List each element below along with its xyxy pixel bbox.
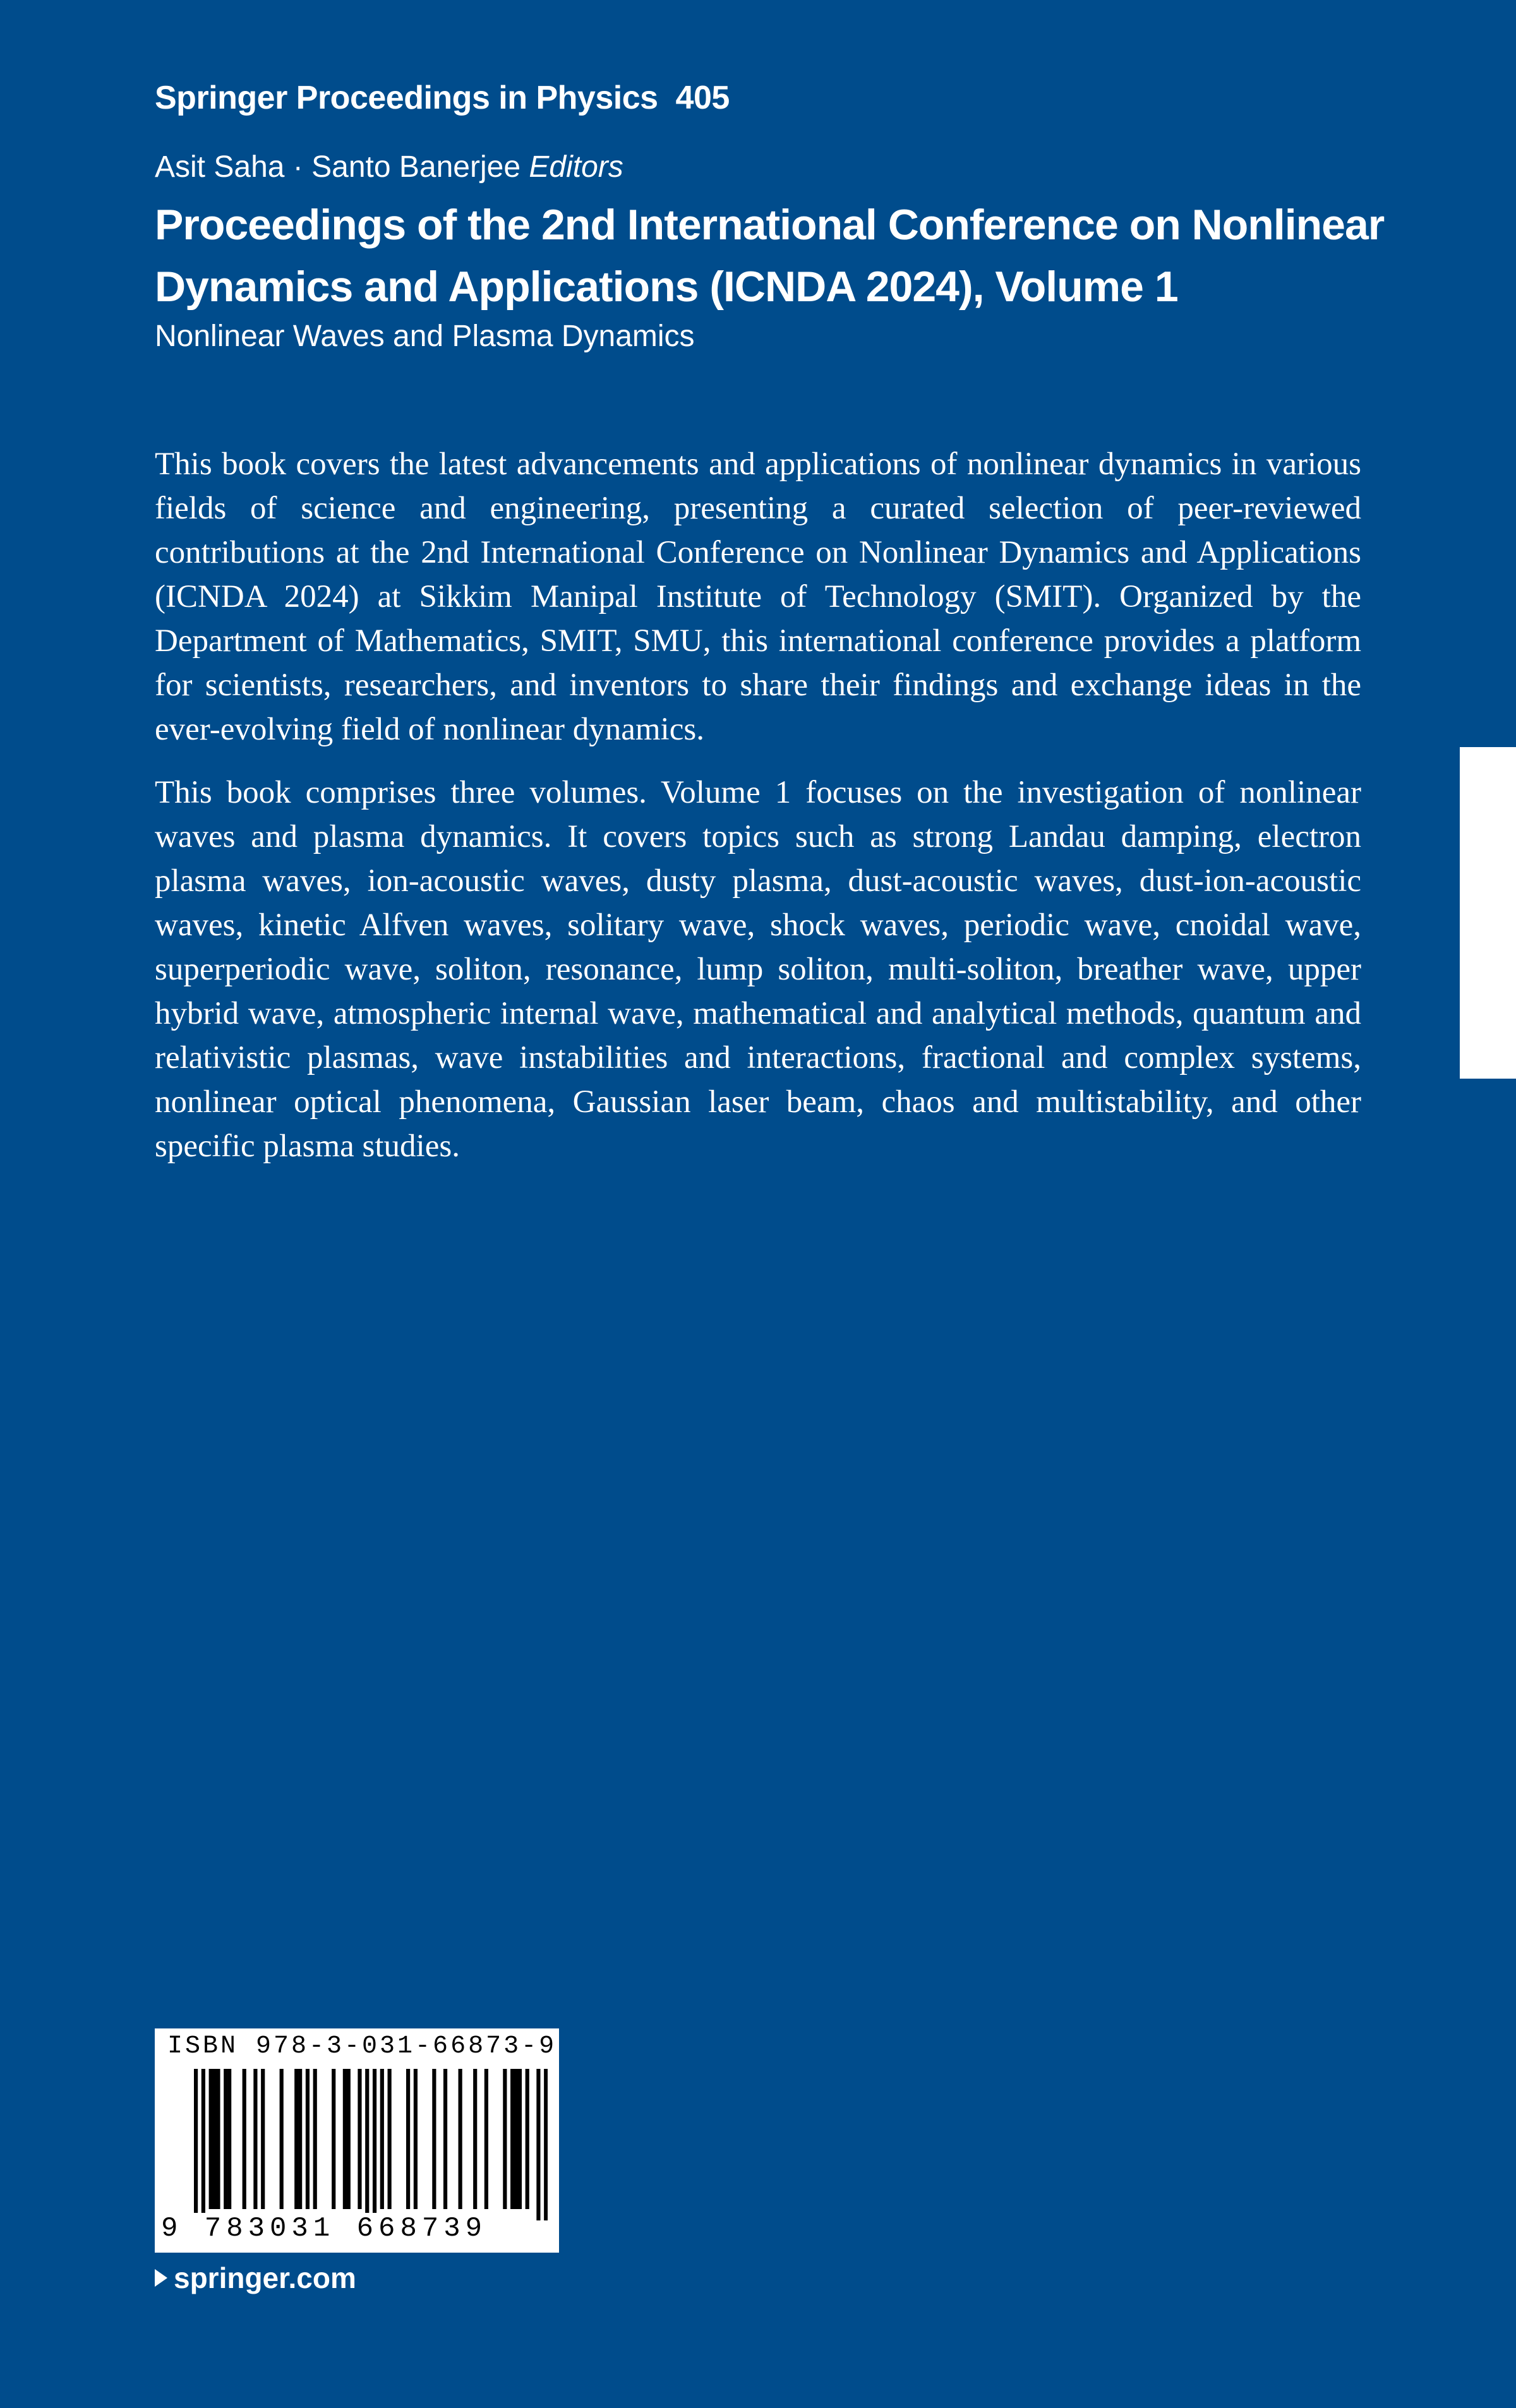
barcode-bar bbox=[306, 2069, 310, 2209]
editors-role: Editors bbox=[529, 150, 623, 184]
editor-names: Asit Saha · Santo Banerjee bbox=[155, 150, 521, 184]
barcode-bar bbox=[432, 2069, 436, 2209]
barcode-bar bbox=[343, 2069, 347, 2209]
barcode-bar bbox=[503, 2069, 507, 2209]
book-subtitle: Nonlinear Waves and Plasma Dynamics bbox=[155, 320, 695, 353]
barcode-bar bbox=[459, 2069, 462, 2209]
barcode-bar bbox=[388, 2069, 392, 2209]
barcode-bar bbox=[194, 2069, 198, 2220]
barcode-bar bbox=[406, 2069, 410, 2209]
barcode-bar bbox=[514, 2069, 518, 2209]
barcode-bar bbox=[544, 2069, 548, 2220]
barcode-bar bbox=[280, 2069, 284, 2209]
barcode-bar bbox=[414, 2069, 418, 2209]
barcode-bar bbox=[313, 2069, 317, 2209]
barcode-bar bbox=[536, 2069, 540, 2220]
barcode-bar bbox=[484, 2069, 488, 2209]
book-title-line-1: Proceedings of the 2nd International Conference on Nonlinear bbox=[155, 201, 1385, 249]
springer-website-link[interactable] bbox=[155, 2261, 356, 2295]
barcode-bar bbox=[526, 2069, 529, 2209]
barcode-bar bbox=[224, 2069, 227, 2209]
book-title-line-2: Dynamics and Applications (ICNDA 2024), Volume 1 bbox=[155, 263, 1178, 311]
barcode-bar bbox=[365, 2069, 369, 2220]
barcode-bar bbox=[216, 2069, 220, 2209]
series-volume-number: 405 bbox=[675, 80, 730, 116]
isbn-barcode-box bbox=[155, 2028, 559, 2253]
editors-line bbox=[155, 150, 623, 184]
series-name: Springer Proceedings in Physics bbox=[155, 80, 658, 116]
barcode-bar bbox=[202, 2069, 205, 2220]
barcode-bar bbox=[473, 2069, 477, 2209]
series-line bbox=[155, 79, 730, 117]
barcode-bar bbox=[518, 2069, 522, 2209]
barcode-bar bbox=[294, 2069, 298, 2209]
barcode-bar bbox=[380, 2069, 384, 2209]
barcode-digits: 9 783031 668739 bbox=[161, 2213, 488, 2244]
barcode-bar bbox=[209, 2069, 213, 2209]
barcode-bar bbox=[332, 2069, 335, 2209]
barcode-bar bbox=[227, 2069, 231, 2209]
website-text: springer.com bbox=[174, 2261, 356, 2294]
barcode-bar bbox=[212, 2069, 216, 2209]
blurb-paragraph-1: This book covers the latest advancements and applications of nonlinear dynamics in various fields of science and engineering, presenting a curated selection of peer-reviewed contributions at the 2nd International Conference on Nonlinear Dynamics and Applications (ICNDA 2024) at Sikkim Manipal Institute of Technology (SMIT). Organized by the Department of Mathematics, SMIT, SMU, this international conference provides a platform for scientists, researchers, and inventors to share their findings and exchange ideas in the ever-evolving field of nonlinear dynamics. bbox=[155, 446, 1361, 747]
barcode-bar bbox=[261, 2069, 265, 2209]
blurb bbox=[155, 442, 1361, 1168]
barcode-bar bbox=[298, 2069, 302, 2209]
barcode bbox=[194, 2069, 548, 2220]
arrow-right-icon bbox=[155, 2269, 167, 2287]
spine-tab bbox=[1460, 747, 1516, 1079]
isbn-label: ISBN 978-3-031-66873-9 bbox=[167, 2032, 557, 2061]
barcode-bar bbox=[243, 2069, 246, 2209]
barcode-bar bbox=[347, 2069, 351, 2209]
barcode-bar bbox=[443, 2069, 447, 2209]
book-title bbox=[155, 194, 1418, 318]
barcode-bar bbox=[510, 2069, 514, 2209]
barcode-bar bbox=[373, 2069, 376, 2220]
blurb-paragraph-2: This book comprises three volumes. Volume 1 focuses on the investigation of nonlinear waves and plasma dynamics. It covers topics such as strong Landau damping, electron plasma waves, ion-acoustic waves, dusty plasma, dust-acoustic waves, dust-ion-acoustic waves, kinetic Alfven waves, solitary wave, shock waves, periodic wave, cnoidal wave, superperiodic wave, soliton, resonance, lump soliton, multi-soliton, breather wave, upper hybrid wave, atmospheric internal wave, mathematical and analytical methods, quantum and relativistic plasmas, wave instabilities and interactions, fractional and complex systems, nonlinear optical phenomena, Gaussian laser beam, chaos and multistability, and other specific plasma studies. bbox=[155, 775, 1361, 1164]
barcode-bar bbox=[253, 2069, 257, 2209]
barcode-bar bbox=[358, 2069, 361, 2209]
